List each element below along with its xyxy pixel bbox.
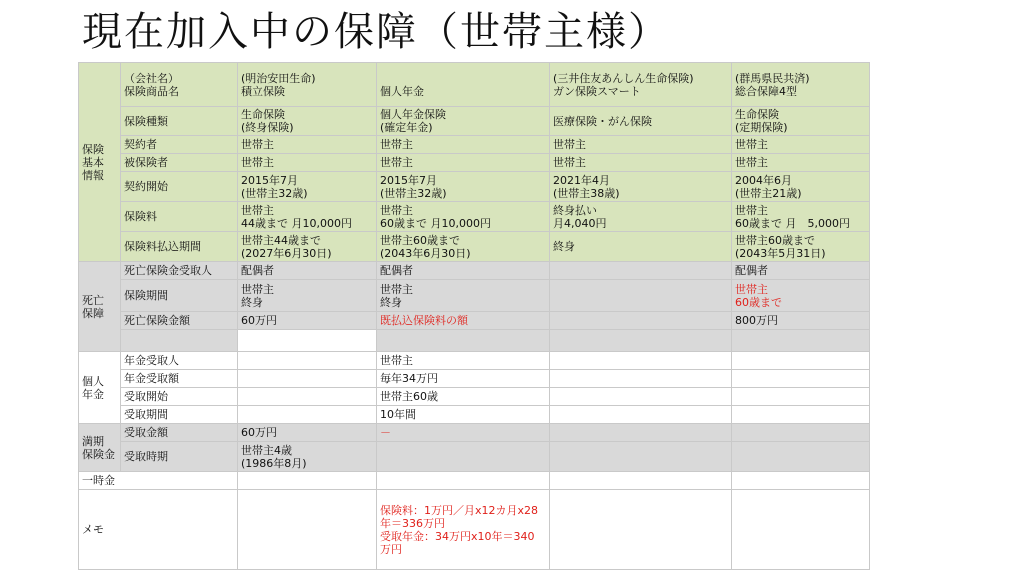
policy-cell: 個人年金保険 (確定年金) bbox=[377, 107, 550, 136]
empty-cell bbox=[732, 472, 870, 490]
policy-cell: (群馬県民共済) 総合保障4型 bbox=[732, 63, 870, 107]
table-row-spacer bbox=[79, 330, 870, 352]
policy-cell: 世帯主 bbox=[732, 136, 870, 154]
section-label-lump: 一時金 bbox=[79, 472, 238, 490]
table-row-start bbox=[79, 172, 870, 202]
row-label-pension-start: 受取開始 bbox=[121, 388, 238, 406]
policy-cell bbox=[732, 388, 870, 406]
policy-cell: 配偶者 bbox=[377, 262, 550, 280]
policy-cell: 60万円 bbox=[238, 424, 377, 442]
table-row-type bbox=[79, 107, 870, 136]
policy-cell: 2015年7月 (世帯主32歳) bbox=[377, 172, 550, 202]
table-row-payment-period bbox=[79, 232, 870, 262]
policy-cell: － bbox=[377, 424, 550, 442]
section-label-memo: メモ bbox=[79, 490, 238, 570]
policy-cell: 毎年34万円 bbox=[377, 370, 550, 388]
row-label-maturity-amount: 受取金額 bbox=[121, 424, 238, 442]
policy-cell: 60万円 bbox=[238, 312, 377, 330]
policy-cell bbox=[732, 424, 870, 442]
policy-cell bbox=[732, 442, 870, 472]
policy-cell: 終身払い 月4,040円 bbox=[550, 202, 732, 232]
policy-cell bbox=[238, 388, 377, 406]
row-label-start: 契約開始 bbox=[121, 172, 238, 202]
policy-cell: 世帯主 bbox=[238, 154, 377, 172]
row-label-death-beneficiary: 死亡保険金受取人 bbox=[121, 262, 238, 280]
policy-cell: 10年間 bbox=[377, 406, 550, 424]
policy-cell: 800万円 bbox=[732, 312, 870, 330]
policy-cell: 世帯主 60歳まで bbox=[732, 280, 870, 312]
policy-cell bbox=[550, 388, 732, 406]
row-label-insured: 被保険者 bbox=[121, 154, 238, 172]
coverage-table bbox=[78, 62, 870, 570]
page-title: 現在加入中の保障（世帯主様） bbox=[82, 9, 670, 55]
section-label-death: 死亡 保障 bbox=[79, 262, 121, 352]
table-row-pension-start bbox=[79, 388, 870, 406]
row-label-empty bbox=[121, 330, 238, 352]
table-row-death-amount bbox=[79, 312, 870, 330]
row-label-contractor: 契約者 bbox=[121, 136, 238, 154]
policy-cell bbox=[238, 406, 377, 424]
policy-cell: 既払込保険料の額 bbox=[377, 312, 550, 330]
policy-cell: (明治安田生命) 積立保険 bbox=[238, 63, 377, 107]
table-row-insured bbox=[79, 154, 870, 172]
policy-cell: 世帯主 終身 bbox=[238, 280, 377, 312]
table-row-contractor bbox=[79, 136, 870, 154]
table-row-coverage-period bbox=[79, 280, 870, 312]
row-label-payment-period: 保険料払込期間 bbox=[121, 232, 238, 262]
row-label-pension-amount: 年金受取額 bbox=[121, 370, 238, 388]
row-label-company: （会社名） 保険商品名 bbox=[121, 63, 238, 107]
policy-cell bbox=[377, 442, 550, 472]
table-row-company bbox=[79, 63, 870, 107]
policy-cell: 個人年金 bbox=[377, 63, 550, 107]
policy-cell: 2021年4月 (世帯主38歳) bbox=[550, 172, 732, 202]
section-label-maturity: 満期 保険金 bbox=[79, 424, 121, 472]
policy-cell: 配偶者 bbox=[732, 262, 870, 280]
table-row-maturity-time bbox=[79, 442, 870, 472]
policy-cell: 世帯主 bbox=[377, 154, 550, 172]
table-row-maturity-amount bbox=[79, 424, 870, 442]
table-row-lump bbox=[79, 472, 870, 490]
section-label-basic: 保険 基本 情報 bbox=[79, 63, 121, 262]
policy-cell: 世帯主 bbox=[377, 136, 550, 154]
empty-cell bbox=[550, 472, 732, 490]
row-label-pension-period: 受取期間 bbox=[121, 406, 238, 424]
policy-cell: 世帯主60歳まで (2043年5月31日) bbox=[732, 232, 870, 262]
policy-cell: 世帯主 bbox=[377, 352, 550, 370]
policy-cell bbox=[238, 370, 377, 388]
empty-cell bbox=[377, 472, 550, 490]
empty-cell bbox=[377, 330, 550, 352]
memo-cell: 保険料：1万円／月x12カ月x28 年＝336万円 受取年金：34万円x10年＝340 万円 bbox=[377, 490, 550, 570]
policy-cell: 医療保険・がん保険 bbox=[550, 107, 732, 136]
row-label-type: 保険種類 bbox=[121, 107, 238, 136]
policy-cell: 世帯主 bbox=[732, 154, 870, 172]
policy-cell: 世帯主 bbox=[550, 154, 732, 172]
policy-cell bbox=[732, 352, 870, 370]
policy-cell: 終身 bbox=[550, 232, 732, 262]
table-row-pension-recipient bbox=[79, 352, 870, 370]
policy-cell: 世帯主60歳 bbox=[377, 388, 550, 406]
table-row-pension-period bbox=[79, 406, 870, 424]
memo-cell bbox=[550, 490, 732, 570]
empty-cell bbox=[238, 472, 377, 490]
row-label-death-amount: 死亡保険金額 bbox=[121, 312, 238, 330]
row-label-coverage-period: 保険期間 bbox=[121, 280, 238, 312]
policy-cell bbox=[550, 406, 732, 424]
policy-cell: 世帯主 終身 bbox=[377, 280, 550, 312]
policy-cell bbox=[550, 442, 732, 472]
table-row-premium bbox=[79, 202, 870, 232]
policy-cell bbox=[550, 280, 732, 312]
policy-cell: 2004年6月 (世帯主21歳) bbox=[732, 172, 870, 202]
policy-cell bbox=[732, 370, 870, 388]
empty-cell bbox=[238, 330, 377, 352]
policy-cell: 2015年7月 (世帯主32歳) bbox=[238, 172, 377, 202]
policy-cell: 世帯主4歳 (1986年8月) bbox=[238, 442, 377, 472]
policy-cell bbox=[550, 370, 732, 388]
policy-cell: 世帯主60歳まで (2043年6月30日) bbox=[377, 232, 550, 262]
policy-cell: (三井住友あんしん生命保険) ガン保険スマート bbox=[550, 63, 732, 107]
table-row-death-beneficiary bbox=[79, 262, 870, 280]
policy-cell bbox=[550, 312, 732, 330]
policy-cell: 配偶者 bbox=[238, 262, 377, 280]
policy-cell: 生命保険 (終身保険) bbox=[238, 107, 377, 136]
policy-cell: 世帯主 60歳まで 月10,000円 bbox=[377, 202, 550, 232]
policy-cell bbox=[550, 262, 732, 280]
row-label-maturity-time: 受取時期 bbox=[121, 442, 238, 472]
policy-cell bbox=[550, 352, 732, 370]
empty-cell bbox=[732, 330, 870, 352]
policy-cell: 世帯主44歳まで (2027年6月30日) bbox=[238, 232, 377, 262]
table-row-pension-amount bbox=[79, 370, 870, 388]
policy-cell: 世帯主 60歳まで 月 5,000円 bbox=[732, 202, 870, 232]
empty-cell bbox=[550, 330, 732, 352]
policy-cell bbox=[550, 424, 732, 442]
policy-cell: 世帯主 bbox=[238, 136, 377, 154]
row-label-pension-recipient: 年金受取人 bbox=[121, 352, 238, 370]
policy-cell bbox=[732, 406, 870, 424]
policy-cell: 世帯主 44歳まで 月10,000円 bbox=[238, 202, 377, 232]
section-label-pension: 個人 年金 bbox=[79, 352, 121, 424]
memo-cell bbox=[238, 490, 377, 570]
policy-cell bbox=[238, 352, 377, 370]
table-row-memo bbox=[79, 490, 870, 570]
policy-cell: 世帯主 bbox=[550, 136, 732, 154]
policy-cell: 生命保険 (定期保険) bbox=[732, 107, 870, 136]
memo-cell bbox=[732, 490, 870, 570]
row-label-premium: 保険料 bbox=[121, 202, 238, 232]
